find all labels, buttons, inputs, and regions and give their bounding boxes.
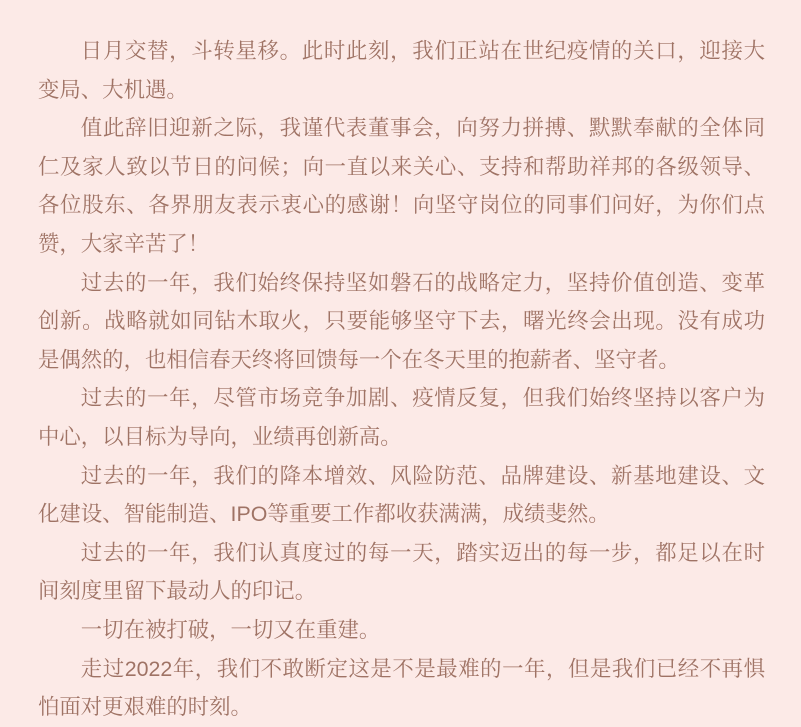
letter-paragraph-reflection: 过去的一年，我们认真度过的每一天，踏实迈出的每一步，都足以在时间刻度里留下最动人的印记。	[38, 540, 765, 604]
letter-paragraph-opening: 日月交替，斗转星移。此时此刻，我们正站在世纪疫情的关口，迎接大变局、大机遇。	[38, 39, 765, 102]
letter-paragraph-rebuild: 一切在被打破，一切又在重建。	[80, 617, 381, 642]
letter-paragraph-2022: 走过2022年，我们不敢断定这是不是最难的一年，但是我们已经不再惧怕面对更艰难的时刻。	[38, 656, 765, 720]
letter-paragraph-achievements: 过去的一年，我们的降本增效、风险防范、品牌建设、新基地建设、文化建设、智能制造、IPO等重要工作都收获满满，成绩斐然。	[38, 463, 765, 527]
letter-paragraph-customers: 过去的一年，尽管市场竞争加剧、疫情反复，但我们始终坚持以客户为中心，以目标为导向，业绩再创新高。	[38, 386, 765, 449]
letter-paragraph-greeting: 值此辞旧迎新之际，我谨代表董事会，向努力拼搏、默默奉献的全体同仁及家人致以节日的问候；向一直以来关心、支持和帮助祥邦的各级领导、各位股东、各界朋友表示衷心的感谢！向坚守岗位的同事们问好，为你们点赞，大家辛苦了！	[38, 116, 765, 256]
letter-paragraph-strategy: 过去的一年，我们始终保持坚如磐石的战略定力，坚持价值创造、变革创新。战略就如同钻木取火，只要能够坚守下去，曙光终会出现。没有成功是偶然的，也相信春天终将回馈每一个在冬天里的抱薪者、坚守者。	[38, 270, 765, 372]
